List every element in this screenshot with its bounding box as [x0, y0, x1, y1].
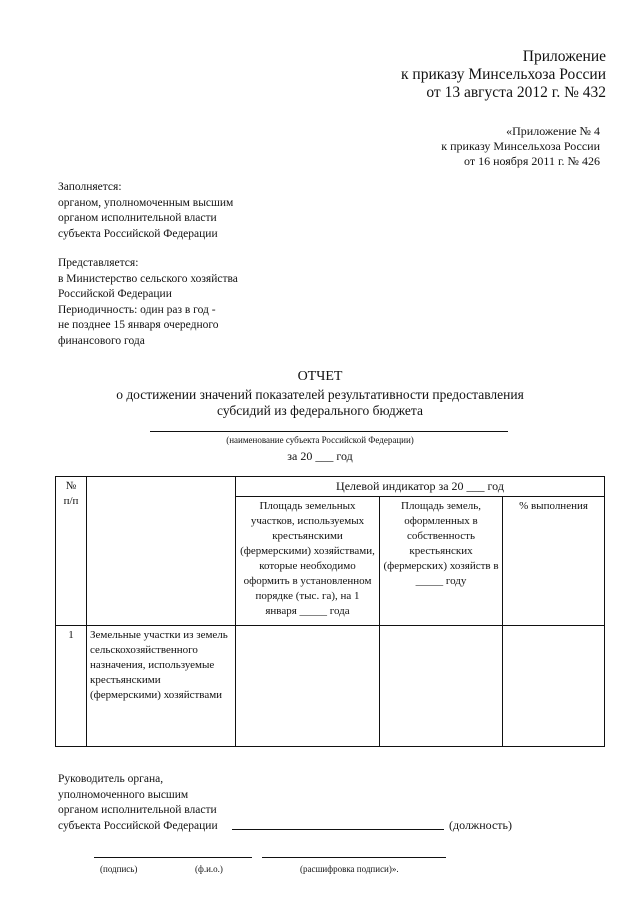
filled-by-line: органом, уполномоченным высшим: [58, 196, 234, 209]
submitted-line: в Министерство сельского хозяйства: [58, 272, 238, 285]
appendix-prev-line: «Приложение № 4: [506, 124, 600, 138]
submitted-line: Периодичность: один раз в год -: [58, 303, 216, 316]
submitted-line: Российской Федерации: [58, 288, 172, 300]
signature-line: Руководитель органа,: [58, 773, 164, 785]
appendix-prev-line: от 16 ноября 2011 г. № 426: [464, 154, 600, 168]
filled-by-block: [58, 180, 233, 242]
filled-by-line: субъекта Российской Федерации: [58, 227, 218, 240]
previous-appendix-header: [441, 124, 600, 169]
cell-percent[interactable]: [503, 626, 605, 747]
col-number-header: № п/п: [56, 477, 87, 626]
signature-field[interactable]: [94, 857, 252, 858]
appendix-header: [401, 48, 606, 102]
appendix-line: от 13 августа 2012 г. № 432: [426, 84, 606, 101]
submitted-line: не позднее 15 января очередного: [58, 319, 219, 331]
report-subtitle-line: о достижении значений показателей результативности предоставления: [116, 387, 524, 402]
sign-label: (подпись): [100, 864, 138, 874]
appendix-prev-line: к приказу Минсельхоза России: [441, 139, 600, 153]
signature-block: [58, 772, 218, 834]
row-name: Земельные участки из земель сельскохозяйственного назначения, используемые крестьянскими (фермерскими) хозяйствами: [87, 626, 236, 747]
table-header-row: [56, 477, 605, 497]
signature-line: органом исполнительной власти: [58, 804, 217, 816]
subject-caption: (наименование субъекта Российской Федерации): [226, 435, 414, 445]
submitted-line: финансового года: [58, 334, 145, 347]
name-label: (ф.и.о.): [195, 864, 223, 874]
cell-area-registered[interactable]: [380, 626, 503, 747]
report-subtitle: [0, 387, 640, 419]
report-period: за 20 ___ год: [287, 449, 353, 463]
row-number: 1: [56, 626, 87, 747]
col-area-required-header: Площадь земельных участков, используемых крестьянскими (фермерскими) хозяйствами, которые необходимо оформить в установленном порядке (тыс. га), на 1 января _____ года: [236, 497, 380, 626]
col-area-registered-header: Площадь земель, оформленных в собственность крестьянских (фермерских) хозяйств в _____ году: [380, 497, 503, 626]
cell-area-required[interactable]: [236, 626, 380, 747]
col-name-header: [87, 477, 236, 626]
decode-label: (расшифровка подписи)».: [300, 864, 399, 874]
table-row: [56, 626, 605, 747]
filled-by-heading: Заполняется:: [58, 181, 122, 193]
submitted-heading: Представляется:: [58, 257, 139, 269]
signature-line: субъекта Российской Федерации: [58, 819, 218, 832]
appendix-line: Приложение: [522, 48, 606, 65]
report-title: ОТЧЕТ: [297, 369, 343, 384]
filled-by-line: органом исполнительной власти: [58, 212, 217, 224]
col-percent-header: % выполнения: [503, 497, 605, 626]
submitted-block: [58, 256, 238, 349]
report-table: [55, 476, 605, 747]
decode-field[interactable]: [262, 857, 446, 858]
subject-name-line: [150, 431, 508, 432]
signature-line: уполномоченного высшим: [58, 788, 189, 801]
position-label: (должность): [449, 818, 512, 832]
appendix-line: к приказу Минсельхоза России: [401, 66, 606, 83]
report-subtitle-line: субсидий из федерального бюджета: [217, 403, 423, 418]
position-field[interactable]: [232, 829, 444, 830]
indicator-header: Целевой индикатор за 20 ___ год: [236, 477, 605, 497]
